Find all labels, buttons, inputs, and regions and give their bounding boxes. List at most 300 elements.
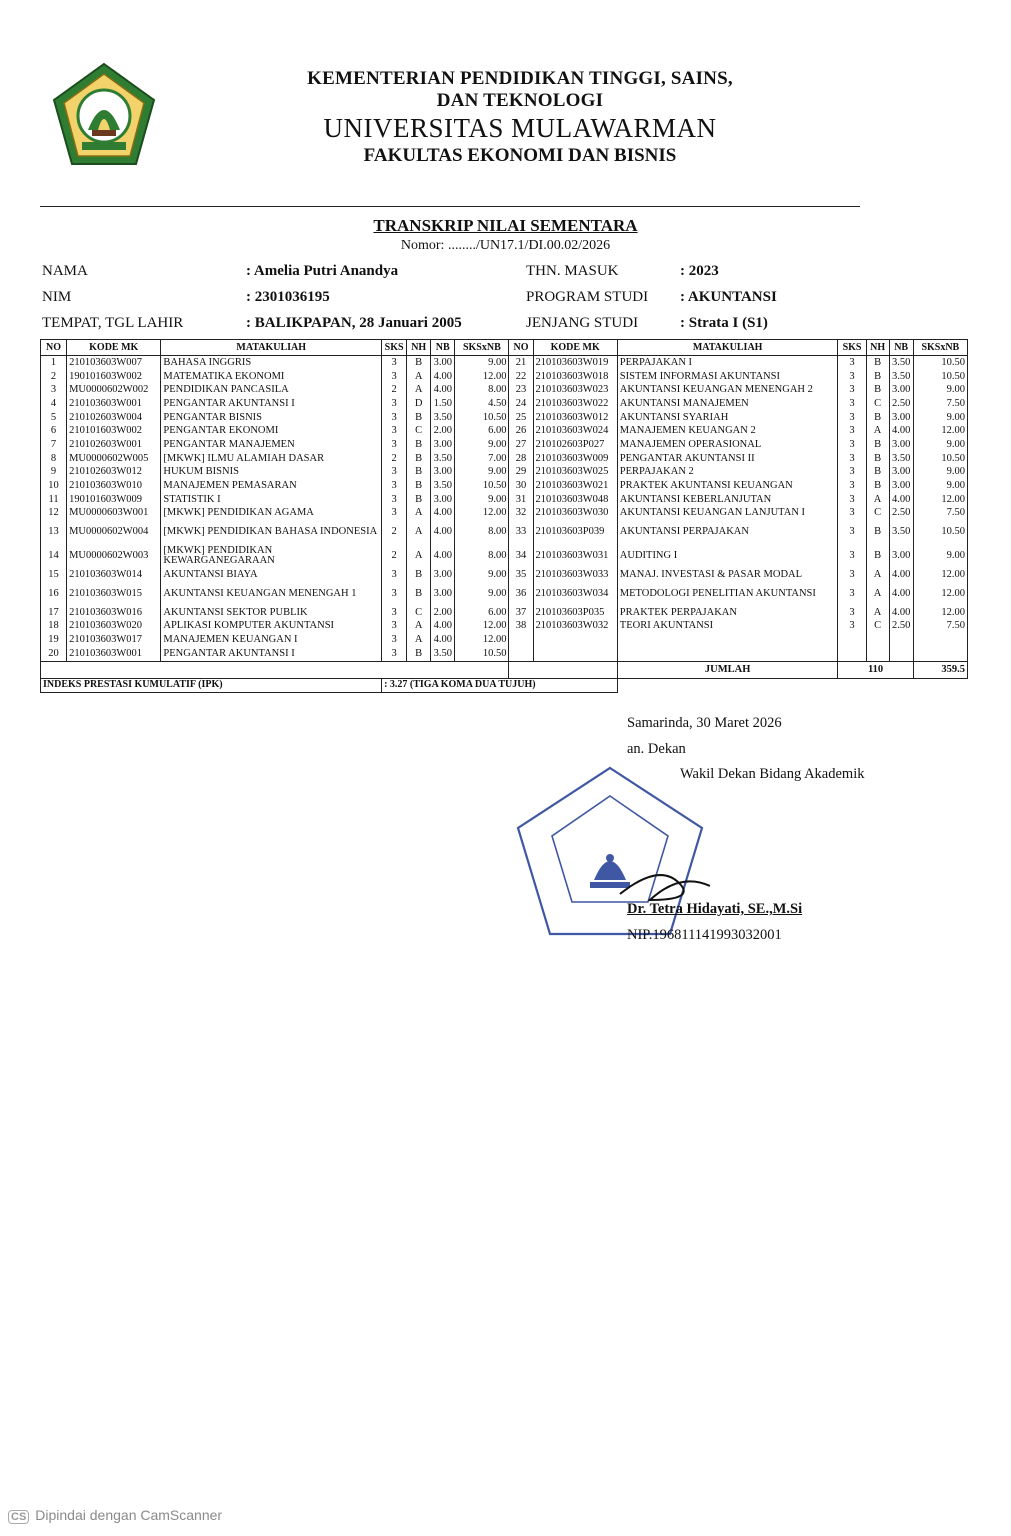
table-cell: 26	[509, 424, 533, 438]
table-cell: 9.00	[455, 438, 509, 452]
table-cell: 1.50	[431, 397, 455, 411]
table-cell: 210102603P027	[533, 438, 617, 452]
table-cell: PENDIDIKAN PANCASILA	[161, 383, 382, 397]
table-cell: 4.00	[431, 633, 455, 647]
table-cell: C	[407, 606, 431, 620]
table-cell: 3	[838, 452, 866, 466]
table-cell: C	[866, 507, 889, 521]
table-cell: AUDITING I	[617, 544, 838, 568]
table-cell: 3	[382, 356, 407, 370]
table-cell: 3	[838, 620, 866, 634]
table-cell: A	[407, 544, 431, 568]
table-cell: 210103603W024	[533, 424, 617, 438]
table-cell: 190101603W009	[67, 493, 161, 507]
table-cell: 7.50	[913, 397, 967, 411]
table-row	[41, 520, 968, 544]
table-cell: MANAJ. INVESTASI & PASAR MODAL	[617, 568, 838, 582]
table-cell: B	[866, 411, 889, 425]
table-cell: 3	[382, 424, 407, 438]
table-cell: 210103603W031	[533, 544, 617, 568]
table-cell: 9.00	[455, 582, 509, 606]
table-cell: 12.00	[455, 507, 509, 521]
grades-table	[40, 339, 968, 693]
table-cell: 7.50	[913, 507, 967, 521]
table-cell: 3.00	[431, 568, 455, 582]
table-cell: 3	[382, 582, 407, 606]
table-cell: B	[866, 479, 889, 493]
table-cell: 210103603W018	[533, 370, 617, 384]
table-cell: A	[407, 507, 431, 521]
table-cell: AKUNTANSI SEKTOR PUBLIK	[161, 606, 382, 620]
table-cell: 25	[509, 411, 533, 425]
table-cell: PERPAJAKAN I	[617, 356, 838, 370]
table-cell: 9	[41, 466, 67, 480]
table-row	[41, 411, 968, 425]
table-row	[41, 452, 968, 466]
table-cell: 210103603W021	[533, 479, 617, 493]
col-header: SKSxNB	[913, 340, 967, 356]
table-cell: 210103603W030	[533, 507, 617, 521]
jenjang-label: JENJANG STUDI	[526, 315, 639, 331]
table-cell: 2	[41, 370, 67, 384]
table-cell: 4.00	[889, 582, 913, 606]
table-cell: 8	[41, 452, 67, 466]
table-cell: 190101603W002	[67, 370, 161, 384]
table-cell: PRAKTEK PERPAJAKAN	[617, 606, 838, 620]
table-cell: PRAKTEK AKUNTANSI KEUANGAN	[617, 479, 838, 493]
table-cell: 210103603W001	[67, 397, 161, 411]
table-cell: MU0000602W005	[67, 452, 161, 466]
table-cell: MATEMATIKA EKONOMI	[161, 370, 382, 384]
table-cell: 210101603W002	[67, 424, 161, 438]
ipk-row	[41, 678, 968, 692]
table-cell: 2.00	[431, 424, 455, 438]
university-name: UNIVERSITAS MULAWARMAN	[323, 113, 717, 143]
table-cell: 13	[41, 520, 67, 544]
table-cell: C	[866, 397, 889, 411]
table-cell: 210103603W048	[533, 493, 617, 507]
table-cell: C	[866, 620, 889, 634]
table-cell: 2	[382, 520, 407, 544]
total-row	[41, 661, 968, 678]
table-cell: 3	[382, 568, 407, 582]
table-cell: B	[866, 544, 889, 568]
an-dekan: an. Dekan	[627, 741, 686, 757]
col-header: NH	[866, 340, 889, 356]
col-header: KODE MK	[67, 340, 161, 356]
table-cell: 210103603W016	[67, 606, 161, 620]
table-cell: 9.00	[455, 466, 509, 480]
table-cell	[533, 633, 617, 647]
table-cell: 210102603W012	[67, 466, 161, 480]
table-cell: 17	[41, 606, 67, 620]
table-cell: 7.50	[913, 620, 967, 634]
table-cell: 12.00	[455, 370, 509, 384]
table-cell: 9.00	[455, 493, 509, 507]
table-cell: 3	[382, 493, 407, 507]
signer-nip: NIP.196811141993032001	[627, 927, 782, 943]
table-cell: 2	[382, 544, 407, 568]
table-row	[41, 438, 968, 452]
table-cell: 10.50	[455, 479, 509, 493]
table-row	[41, 479, 968, 493]
table-cell: MANAJEMEN OPERASIONAL	[617, 438, 838, 452]
table-cell: PENGANTAR AKUNTANSI I	[161, 397, 382, 411]
table-cell: B	[407, 466, 431, 480]
table-cell: 9.00	[913, 466, 967, 480]
table-cell: 8.00	[455, 544, 509, 568]
table-cell: A	[866, 568, 889, 582]
table-cell: AKUNTANSI KEUANGAN MENENGAH 1	[161, 582, 382, 606]
table-cell	[866, 647, 889, 661]
col-header: NO	[41, 340, 67, 356]
table-cell: AKUNTANSI KEUANGAN MENENGAH 2	[617, 383, 838, 397]
table-cell: 2.00	[431, 606, 455, 620]
table-cell: METODOLOGI PENELITIAN AKUNTANSI	[617, 582, 838, 606]
table-cell: MANAJEMEN KEUANGAN 2	[617, 424, 838, 438]
table-cell: 3	[838, 520, 866, 544]
prodi-value: : AKUNTANSI	[680, 289, 777, 305]
table-cell: 210103603W019	[533, 356, 617, 370]
table-cell: 3	[382, 370, 407, 384]
camscanner-icon: CS	[8, 1510, 29, 1524]
table-cell: C	[407, 424, 431, 438]
table-cell: B	[407, 452, 431, 466]
table-cell: 3.50	[431, 452, 455, 466]
table-cell: 9.00	[455, 568, 509, 582]
col-header: SKS	[838, 340, 866, 356]
table-cell: 10.50	[455, 411, 509, 425]
nim-value: : 2301036195	[246, 289, 330, 305]
table-cell: 3	[838, 507, 866, 521]
table-cell: 37	[509, 606, 533, 620]
table-cell: 3	[838, 568, 866, 582]
table-row	[41, 606, 968, 620]
table-row	[41, 568, 968, 582]
table-cell: 4.50	[455, 397, 509, 411]
table-cell: 4.00	[431, 507, 455, 521]
table-cell: 4.00	[431, 620, 455, 634]
ttl-label: TEMPAT, TGL LAHIR	[42, 315, 184, 331]
table-cell: AKUNTANSI MANAJEMEN	[617, 397, 838, 411]
table-cell: D	[407, 397, 431, 411]
table-cell: MU0000602W004	[67, 520, 161, 544]
table-cell: 12.00	[913, 424, 967, 438]
table-cell: 6	[41, 424, 67, 438]
table-cell: 3	[382, 438, 407, 452]
table-cell: 210103603P035	[533, 606, 617, 620]
table-cell: [MKWK] PENDIDIKAN BAHASA INDONESIA	[161, 520, 382, 544]
table-cell: 3	[838, 356, 866, 370]
table-cell: 3.00	[431, 493, 455, 507]
table-cell: PENGANTAR AKUNTANSI II	[617, 452, 838, 466]
table-cell	[617, 633, 838, 647]
university-logo	[48, 60, 160, 172]
table-cell: 34	[509, 544, 533, 568]
table-cell: 3.00	[889, 466, 913, 480]
table-cell: MU0000603W001	[67, 507, 161, 521]
table-cell: 3.50	[889, 452, 913, 466]
jumlah-sks: 110	[838, 661, 913, 678]
nama-value: : Amelia Putri Anandya	[246, 263, 399, 279]
table-cell: TEORI AKUNTANSI	[617, 620, 838, 634]
table-cell: 3	[382, 647, 407, 661]
table-cell: 3	[838, 544, 866, 568]
table-cell: 35	[509, 568, 533, 582]
table-cell: 9.00	[913, 479, 967, 493]
table-cell: 22	[509, 370, 533, 384]
table-cell: A	[407, 620, 431, 634]
ministry-line-2: DAN TEKNOLOGI	[436, 90, 604, 111]
table-cell: 3	[838, 582, 866, 606]
table-cell: 2	[382, 452, 407, 466]
col-header: SKS	[382, 340, 407, 356]
table-cell: 3	[41, 383, 67, 397]
document-number: Nomor: ......../UN17.1/DI.00.02/2026	[400, 238, 611, 253]
table-cell: 210103603P039	[533, 520, 617, 544]
table-cell: STATISTIK I	[161, 493, 382, 507]
table-cell: 16	[41, 582, 67, 606]
table-cell: MANAJEMEN PEMASARAN	[161, 479, 382, 493]
col-header: MATAKULIAH	[161, 340, 382, 356]
table-cell: 10.50	[455, 647, 509, 661]
table-cell: 3	[382, 633, 407, 647]
table-cell: B	[407, 582, 431, 606]
table-cell	[913, 647, 967, 661]
table-cell: HUKUM BISNIS	[161, 466, 382, 480]
table-cell: 2.50	[889, 397, 913, 411]
table-row	[41, 620, 968, 634]
table-cell: PENGANTAR MANAJEMEN	[161, 438, 382, 452]
table-cell: 19	[41, 633, 67, 647]
table-cell: 3	[838, 370, 866, 384]
signer-name: Dr. Tetra Hidayati, SE.,M.Si	[627, 901, 803, 917]
table-cell: 9.00	[913, 411, 967, 425]
table-row	[41, 424, 968, 438]
table-cell: A	[866, 493, 889, 507]
table-cell: 3	[382, 507, 407, 521]
table-cell: 3.00	[889, 383, 913, 397]
table-cell: 210103603W007	[67, 356, 161, 370]
table-cell: 12	[41, 507, 67, 521]
table-cell: 5	[41, 411, 67, 425]
table-cell: 3.50	[431, 647, 455, 661]
table-cell: 10.50	[913, 356, 967, 370]
table-cell: 3.00	[431, 466, 455, 480]
table-cell: 210103603W022	[533, 397, 617, 411]
table-cell: 10.50	[913, 520, 967, 544]
table-cell: [MKWK] PENDIDIKAN KEWARGANEGARAAN	[161, 544, 382, 568]
ttl-value: : BALIKPAPAN, 28 Januari 2005	[246, 315, 462, 331]
table-cell: 3.50	[431, 479, 455, 493]
document-title: TRANSKRIP NILAI SEMENTARA	[373, 216, 638, 235]
table-cell: 3	[838, 466, 866, 480]
table-cell: AKUNTANSI KEUANGAN LANJUTAN I	[617, 507, 838, 521]
table-cell: MU0000602W003	[67, 544, 161, 568]
table-cell: 12.00	[913, 568, 967, 582]
table-cell: 210103603W033	[533, 568, 617, 582]
table-cell: PENGANTAR BISNIS	[161, 411, 382, 425]
jenjang-value: : Strata I (S1)	[680, 315, 768, 331]
table-cell: B	[866, 383, 889, 397]
table-cell: 30	[509, 479, 533, 493]
table-cell: AKUNTANSI SYARIAH	[617, 411, 838, 425]
table-row	[41, 493, 968, 507]
table-cell: 8.00	[455, 383, 509, 397]
table-cell: B	[407, 438, 431, 452]
table-cell: 3.00	[889, 479, 913, 493]
table-cell: 4.00	[431, 383, 455, 397]
table-cell	[533, 647, 617, 661]
table-cell: AKUNTANSI PERPAJAKAN	[617, 520, 838, 544]
masuk-value: : 2023	[680, 263, 719, 279]
table-cell: 3	[382, 479, 407, 493]
table-cell: 9.00	[913, 383, 967, 397]
table-cell: 3.00	[431, 356, 455, 370]
table-row	[41, 466, 968, 480]
table-row	[41, 633, 968, 647]
table-cell: B	[407, 479, 431, 493]
table-cell: 210103603W023	[533, 383, 617, 397]
table-cell: 210103603W034	[533, 582, 617, 606]
header-divider	[40, 206, 860, 207]
ipk-value: : 3.27 (TIGA KOMA DUA TUJUH)	[382, 678, 618, 692]
table-cell: 14	[41, 544, 67, 568]
table-cell: 20	[41, 647, 67, 661]
ipk-label: INDEKS PRESTASI KUMULATIF (IPK)	[41, 678, 382, 692]
table-cell: B	[866, 452, 889, 466]
table-cell: 4	[41, 397, 67, 411]
table-cell: 4.00	[889, 424, 913, 438]
table-cell: PERPAJAKAN 2	[617, 466, 838, 480]
scanner-text: Dipindai dengan CamScanner	[35, 1507, 223, 1523]
faculty-name: FAKULTAS EKONOMI DAN BISNIS	[363, 145, 677, 166]
col-header: SKSxNB	[455, 340, 509, 356]
table-cell: 210103603W012	[533, 411, 617, 425]
table-cell: 3.00	[889, 438, 913, 452]
table-cell: 3	[382, 606, 407, 620]
table-cell: A	[407, 520, 431, 544]
table-cell: 12.00	[913, 493, 967, 507]
table-cell	[889, 647, 913, 661]
prodi-label: PROGRAM STUDI	[526, 289, 649, 305]
table-cell: 15	[41, 568, 67, 582]
table-cell	[617, 647, 838, 661]
table-cell: 9.00	[913, 544, 967, 568]
table-cell: B	[866, 466, 889, 480]
table-cell: 210103603W014	[67, 568, 161, 582]
table-row	[41, 507, 968, 521]
table-cell: SISTEM INFORMASI AKUNTANSI	[617, 370, 838, 384]
table-cell: 10.50	[913, 370, 967, 384]
table-cell: B	[407, 356, 431, 370]
table-cell: 8.00	[455, 520, 509, 544]
table-cell: 36	[509, 582, 533, 606]
table-cell: [MKWK] ILMU ALAMIAH DASAR	[161, 452, 382, 466]
table-cell: A	[866, 606, 889, 620]
jumlah-total: 359.5	[913, 661, 967, 678]
table-cell: B	[866, 370, 889, 384]
table-cell: 3.00	[889, 544, 913, 568]
table-cell: 9.00	[913, 438, 967, 452]
table-cell: B	[866, 356, 889, 370]
table-cell: 3	[382, 411, 407, 425]
table-cell: 11	[41, 493, 67, 507]
table-row	[41, 397, 968, 411]
table-cell: 3.00	[889, 411, 913, 425]
table-cell	[866, 633, 889, 647]
table-cell: 3	[838, 397, 866, 411]
table-cell: 2.50	[889, 620, 913, 634]
table-cell: 6.00	[455, 424, 509, 438]
nim-label: NIM	[42, 289, 72, 305]
table-cell: 12.00	[913, 606, 967, 620]
col-header: NB	[889, 340, 913, 356]
table-cell: 27	[509, 438, 533, 452]
table-cell: 210103603W032	[533, 620, 617, 634]
table-cell: A	[407, 383, 431, 397]
table-cell: 3	[838, 493, 866, 507]
table-cell: 3	[838, 383, 866, 397]
table-cell: APLIKASI KOMPUTER AKUNTANSI	[161, 620, 382, 634]
table-cell: 9.00	[455, 356, 509, 370]
table-cell	[913, 633, 967, 647]
table-cell: 38	[509, 620, 533, 634]
table-row	[41, 647, 968, 661]
table-cell: 3	[838, 606, 866, 620]
table-cell: PENGANTAR AKUNTANSI I	[161, 647, 382, 661]
col-header: NH	[407, 340, 431, 356]
table-cell: PENGANTAR EKONOMI	[161, 424, 382, 438]
table-cell: 4.00	[431, 544, 455, 568]
table-cell: 210103603W010	[67, 479, 161, 493]
table-cell: 18	[41, 620, 67, 634]
table-cell: 3	[838, 479, 866, 493]
table-cell: 210102603W004	[67, 411, 161, 425]
table-cell: 7.00	[455, 452, 509, 466]
table-cell: 2	[382, 383, 407, 397]
table-row	[41, 370, 968, 384]
table-cell: 3	[838, 438, 866, 452]
table-cell: 3.00	[431, 582, 455, 606]
signer-role: Wakil Dekan Bidang Akademik	[680, 766, 865, 782]
table-cell: 210103603W015	[67, 582, 161, 606]
table-cell: 3.00	[431, 438, 455, 452]
letterhead	[190, 68, 850, 168]
table-cell: 3	[838, 424, 866, 438]
table-cell	[509, 647, 533, 661]
table-cell: 4.00	[889, 493, 913, 507]
table-cell: 10.50	[913, 452, 967, 466]
table-cell	[509, 633, 533, 647]
table-cell	[838, 633, 866, 647]
table-cell: 21	[509, 356, 533, 370]
table-cell: 3.50	[431, 411, 455, 425]
col-header: KODE MK	[533, 340, 617, 356]
table-cell: AKUNTANSI KEBERLANJUTAN	[617, 493, 838, 507]
table-cell: 210103603W020	[67, 620, 161, 634]
table-cell: B	[407, 568, 431, 582]
table-cell: 6.00	[455, 606, 509, 620]
place-date: Samarinda, 30 Maret 2026	[627, 715, 782, 731]
table-cell: 23	[509, 383, 533, 397]
table-cell: B	[407, 411, 431, 425]
table-header-row	[41, 340, 968, 356]
table-cell: 210103603W001	[67, 647, 161, 661]
table-cell: 10	[41, 479, 67, 493]
ministry-line-1: KEMENTERIAN PENDIDIKAN TINGGI, SAINS,	[307, 68, 733, 89]
table-cell: 32	[509, 507, 533, 521]
